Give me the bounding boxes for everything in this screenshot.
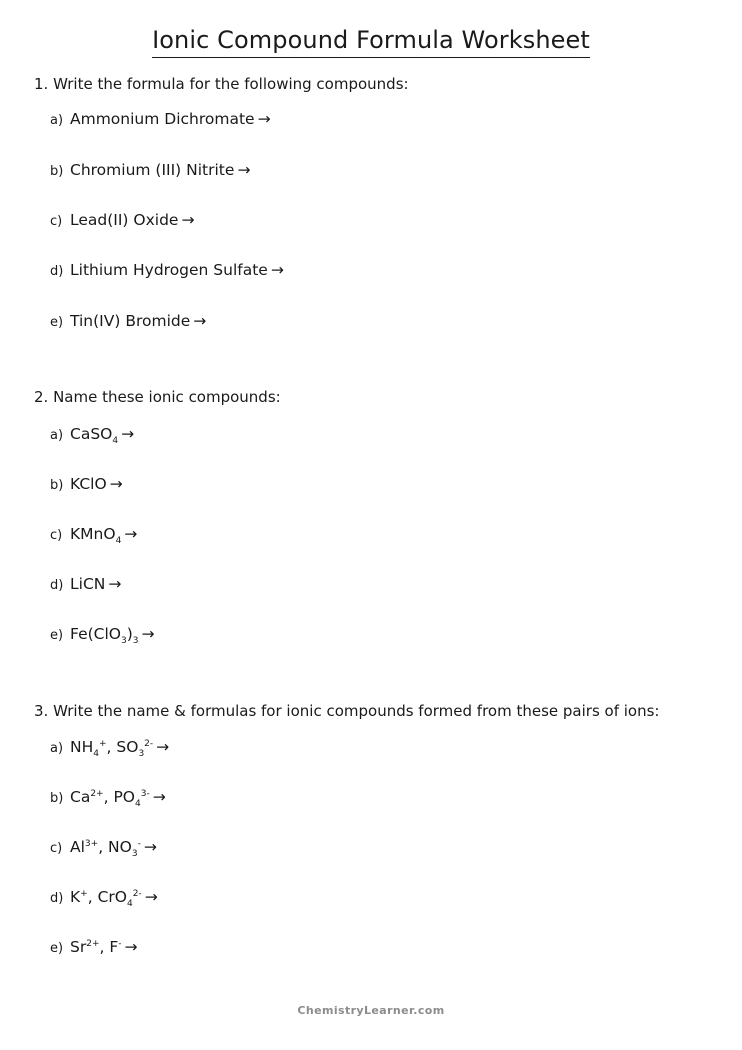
q3-item-b: b) $Ca^{2+}$, $PO_4^{3-}$ → [50, 788, 166, 810]
q3-item-c: c) $Al^{3+}$, $NO_3^-$ → [50, 838, 157, 860]
q2-item-c: c) KMnO$_4$ → [50, 525, 138, 547]
question-3: 3. Write the name & formulas for ionic compounds formed from these pairs of ions: [34, 702, 660, 720]
q3-item-a: a) $NH_4^+$, $SO_3^{2-}$ → [50, 738, 170, 760]
q2-item-d: d) LiCN → [50, 575, 122, 593]
q2-item-a: a) CaSO$_4$ → [50, 425, 135, 447]
q2-item-e: e) $Fe(ClO_3)_3$ → [50, 625, 155, 647]
q1-item-d: d) Lithium Hydrogen Sulfate → [50, 261, 284, 279]
q1-item-a: a) Ammonium Dichromate → [50, 110, 271, 128]
footer-credit: ChemistryLearner.com [297, 1004, 445, 1017]
arrow-icon: → [181, 211, 195, 229]
arrow-icon: → [237, 161, 251, 179]
arrow-icon: → [124, 525, 138, 543]
arrow-icon: → [152, 788, 166, 806]
arrow-icon: → [144, 888, 158, 906]
arrow-icon: → [143, 838, 157, 856]
q3-item-d: d) K+, CrO$_4^{2-}$ → [50, 888, 158, 910]
arrow-icon: → [108, 575, 122, 593]
q1-item-b: b) Chromium (III) Nitrite → [50, 161, 251, 179]
arrow-icon: → [193, 312, 207, 330]
q3-item-e: e) $Sr^{2+}$, F- → [50, 938, 138, 956]
arrow-icon: → [156, 738, 170, 756]
arrow-icon: → [121, 425, 135, 443]
page-title: Ionic Compound Formula Worksheet [0, 24, 742, 58]
q2-item-b: b) KClO → [50, 475, 123, 493]
question-2: 2. Name these ionic compounds: [34, 388, 281, 406]
arrow-icon: → [124, 938, 138, 956]
q1-item-e: e) Tin(IV) Bromide → [50, 312, 207, 330]
q1-item-c: c) Lead(II) Oxide → [50, 211, 195, 229]
arrow-icon: → [141, 625, 155, 643]
arrow-icon: → [109, 475, 123, 493]
arrow-icon: → [257, 110, 271, 128]
arrow-icon: → [270, 261, 284, 279]
question-1: 1. Write the formula for the following compounds: [34, 75, 409, 93]
